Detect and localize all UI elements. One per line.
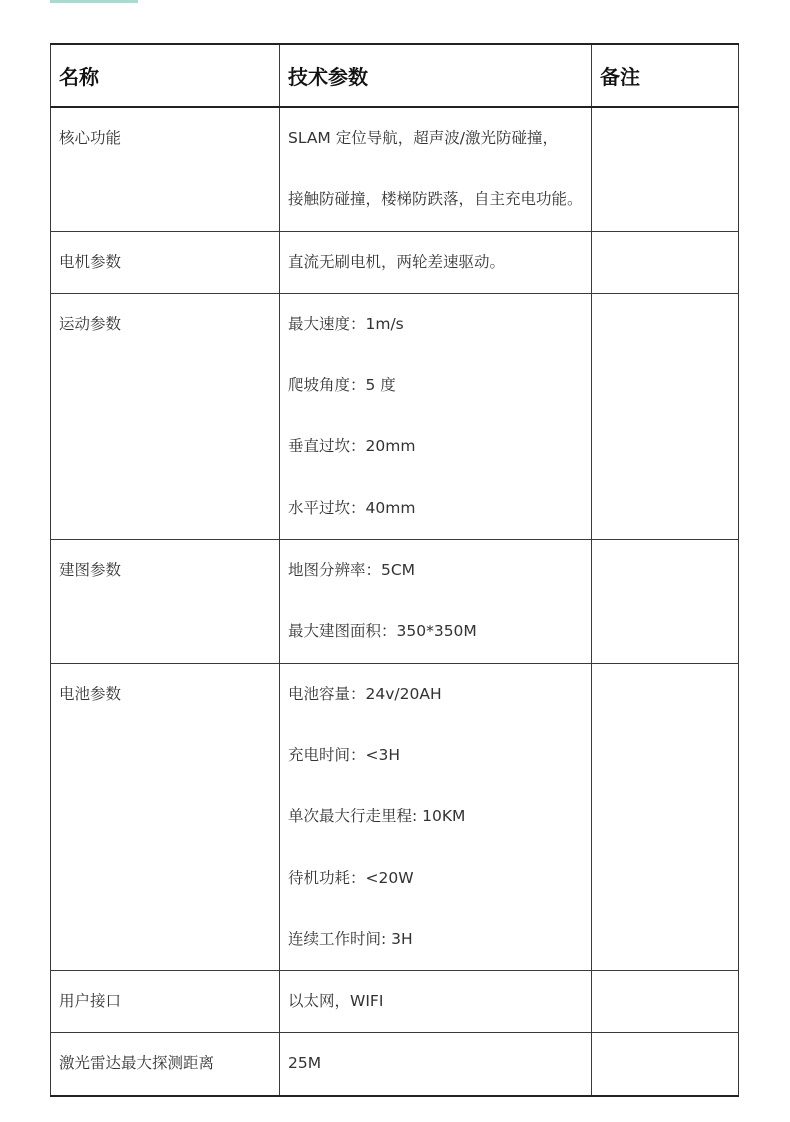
- table-row: [51, 293, 739, 539]
- row-remark-cell: [592, 1033, 739, 1096]
- header-row: [51, 44, 739, 107]
- row-params-cell: [280, 1033, 592, 1096]
- row-name: 电机参数: [59, 252, 122, 271]
- row-name: 用户接口: [59, 992, 122, 1011]
- row-params-cell: [280, 231, 592, 293]
- param-line: 单次最大行走里程: 10KM: [288, 807, 466, 826]
- row-params-cell: [280, 293, 592, 539]
- row-name-cell: [51, 971, 280, 1033]
- header-name: 名称: [51, 44, 280, 107]
- row-name-cell: [51, 293, 280, 539]
- table-row: [51, 663, 739, 970]
- param-line: 待机功耗：<20W: [288, 868, 414, 887]
- table-row: [51, 1033, 739, 1096]
- top-accent-bar: [50, 0, 138, 3]
- row-remark: [600, 1033, 738, 1094]
- row-name-cell: [51, 107, 280, 231]
- row-name: 电池参数: [59, 684, 122, 703]
- param-line: 垂直过坎：20mm: [288, 437, 416, 456]
- row-name-cell: [51, 663, 280, 970]
- row-params-cell: [280, 107, 592, 231]
- header-params: 技术参数: [280, 44, 592, 107]
- param-line: 地图分辨率：5CM: [288, 561, 416, 580]
- row-remark-cell: [592, 971, 739, 1033]
- table-row: [51, 971, 739, 1033]
- param-line: 电池容量：24v/20AH: [288, 684, 442, 703]
- row-name: 激光雷达最大探测距离: [59, 1054, 215, 1073]
- row-name: 运动参数: [59, 314, 122, 333]
- row-remark: [600, 108, 738, 169]
- param-line: 充电时间：<3H: [288, 745, 401, 764]
- row-remark-cell: [592, 293, 739, 539]
- row-remark: [600, 664, 738, 725]
- row-remark-cell: [592, 540, 739, 664]
- row-name-cell: [51, 1033, 280, 1096]
- row-params-cell: [280, 663, 592, 970]
- table-row: [51, 540, 739, 664]
- param-line: 最大建图面积：350*350M: [288, 622, 477, 641]
- param-line: 爬坡角度：5 度: [288, 376, 396, 395]
- row-params-cell: [280, 971, 592, 1033]
- param-line: 最大速度：1m/s: [288, 314, 404, 333]
- row-remark-cell: [592, 107, 739, 231]
- row-name-cell: [51, 231, 280, 293]
- param-line: 接触防碰撞，楼梯防跌落，自主充电功能。: [288, 190, 583, 209]
- param-line: 25M: [288, 1054, 322, 1073]
- table-row: [51, 107, 739, 231]
- row-remark: [600, 971, 738, 1032]
- param-line: 以太网，WIFI: [288, 992, 384, 1011]
- header-remark: 备注: [592, 44, 739, 107]
- row-remark: [600, 294, 738, 355]
- param-line: 连续工作时间: 3H: [288, 929, 413, 948]
- row-params-cell: [280, 540, 592, 664]
- row-name: 核心功能: [59, 129, 122, 147]
- row-remark-cell: [592, 663, 739, 970]
- row-remark-cell: [592, 231, 739, 293]
- row-remark: [600, 232, 738, 293]
- row-name: 建图参数: [59, 561, 122, 580]
- param-line: 直流无刷电机，两轮差速驱动。: [288, 252, 506, 271]
- table-row: [51, 231, 739, 293]
- spec-table: [50, 43, 739, 1097]
- param-line: SLAM 定位导航，超声波/激光防碰撞，: [288, 129, 558, 147]
- param-line: 水平过坎：40mm: [288, 498, 416, 517]
- row-remark: [600, 540, 738, 601]
- row-name-cell: [51, 540, 280, 664]
